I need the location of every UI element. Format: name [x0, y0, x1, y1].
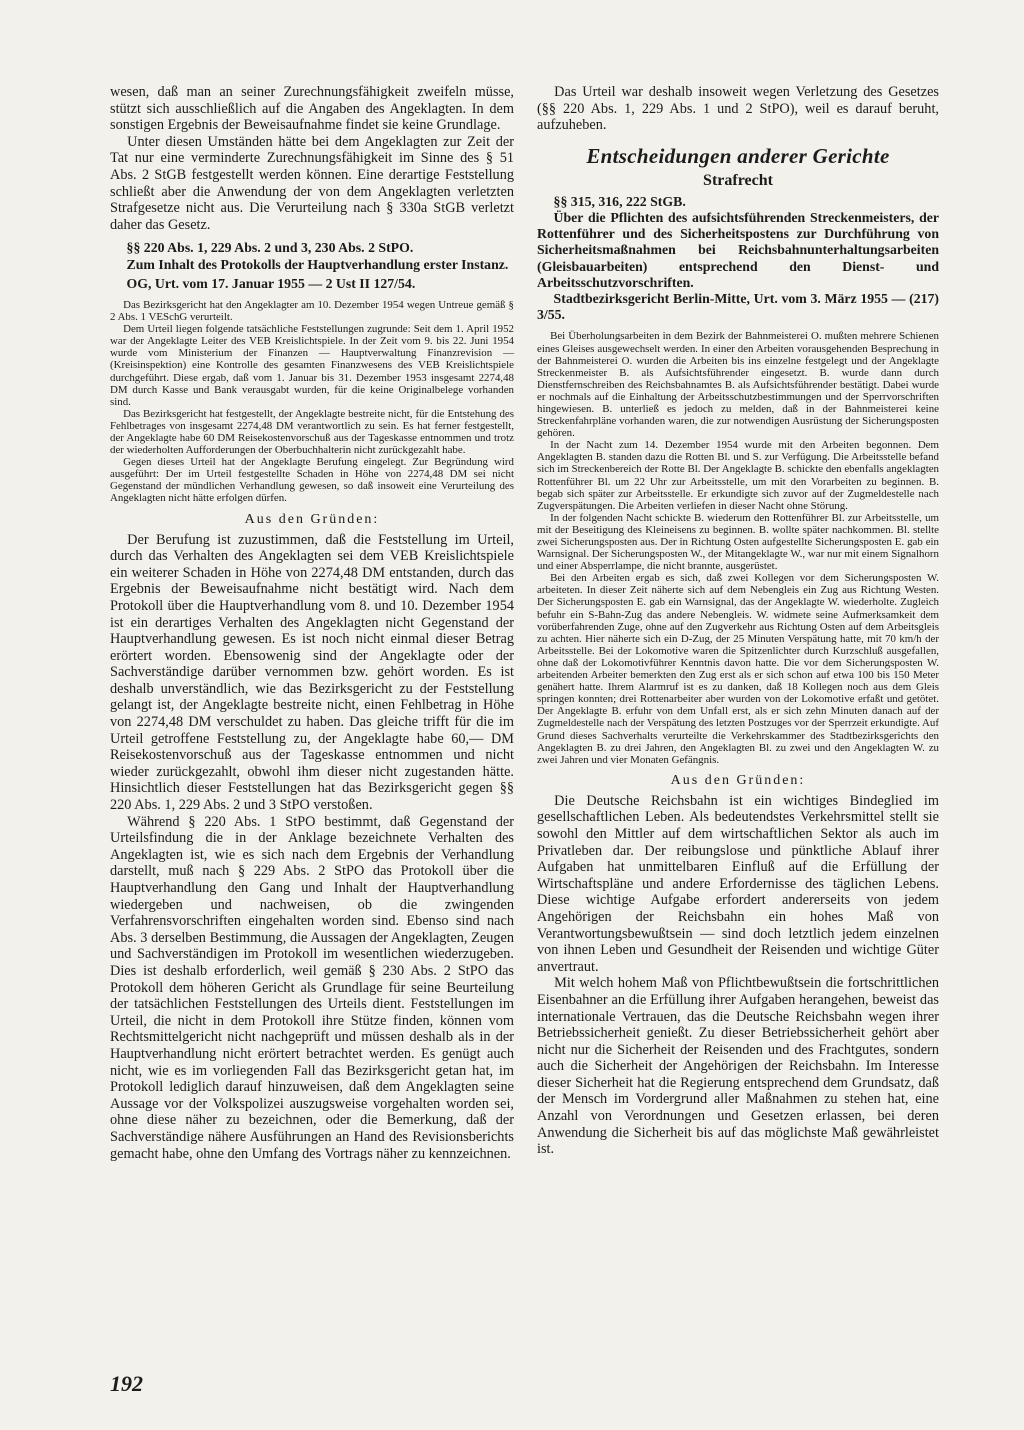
left-column — [110, 84, 514, 1162]
paragraph: Unter diesen Umständen hätte bei dem Angeklagten zur Zeit der Tat nur eine verminderte Zurechnungsfähigkeit im Sinne des § 51 Abs. 2 StGB festgestellt werden können. Eine derartige Feststellung schließt aber die Anwendung der von dem Angeklagten verletzten Strafgesetze nicht aus. Die Verurteilung nach § 330a StGB verletzt daher das Gesetz. — [110, 133, 514, 233]
section-subtitle: Strafrecht — [703, 171, 773, 189]
summary-paragraph: Das Bezirksgericht hat den Angeklagter am 10. Dezember 1954 wegen Untreue gemäß § 2 Abs. 1 VESchG verurteilt. — [110, 298, 514, 324]
court-heading: OG, Urt. vom 17. Januar 1955 — 2 Ust II 127/54. — [126, 275, 416, 291]
right-intro — [537, 84, 939, 134]
grounds-heading: Aus den Gründen: — [244, 511, 380, 527]
court-heading: Stadtbezirksgericht Berlin-Mitte, Urt. vom 3. März 1955 — (217) 3/55. — [537, 291, 939, 323]
statute-heading: §§ 220 Abs. 1, 229 Abs. 2 und 3, 230 Abs. 2 StPO. — [126, 240, 414, 256]
summary-paragraph: In der Nacht zum 14. Dezember 1954 wurde mit den Arbeiten begonnen. Dem Angeklagten B. standen dazu die Rotten Bl. und S. zur Verfügung. Die Arbeitsstelle befand sich im Streckenbereich der Rotte Bl. Der Angeklagte B. schickte den ebenfalls angeklagten Rottenführer Bl. um 22 Uhr zur Arbeitsstelle, um mit den Vorarbeiten zu beginnen. B. begab sich später zur Arbeitsstelle. Er erkundigte sich zuvor auf der Zugmeldestelle nach Zugverspätungen. Die Arbeiten verliefen in dieser Nacht ohne Störung. — [537, 439, 939, 512]
case-summary — [537, 330, 939, 765]
summary-paragraph: Gegen dieses Urteil hat der Angeklagte Berufung eingelegt. Zur Begründung wird ausgeführt: Der im Urteil festgestellte Schaden in Höhe von 2274,48 DM sei nicht Gegenstand der mündlichen Verhandlung gewesen, so daß insoweit eine Verurteilung des Angeklagten nicht hätte erfolgen dürfen. — [110, 456, 514, 505]
summary-paragraph: In der folgenden Nacht schickte B. wiederum den Rottenführer Bl. zur Arbeitsstelle, um mit der Beseitigung des Kleineisens zu beginnen. B. wollte später nachkommen. Bl. stellte zwei Sicherungsposten aus. Der in Richtung Osten aufgestellte Sicherungsposten E. gab ein Warnsignal. Der Sicherungsposten W., der Mitangeklagte W., war nur mit einem Signalhorn und einer Absperrlampe, die nicht brannte, ausgerüstet. — [537, 511, 939, 573]
section-title: Entscheidungen anderer Gerichte — [586, 143, 890, 168]
summary-paragraph: Bei Überholungsarbeiten in dem Bezirk der Bahnmeisterei O. mußten mehrere Schienen eines Gleises ausgewechselt werden. In einer den Arbeiten vorausgehenden Besprechung in der Bahnmeisterei O. wurden die Arbeiten bis ins einzelne festgelegt und der Angeklagte Streckenmeister B. als Aufsichtsführender eingesetzt. B. wurde dann durch Dienstfernschreiben des Reichsbahnamtes B. als Aufsichtsführender bestätigt. Dabei wurde er nochmals auf die Einhaltung der Arbeitsschutzbestimmungen und der Sperrvorschriften hingewiesen. B. unterließ es jedoch zu melden, daß in der Bahnmeisterei keine Streckenfahrpläne vorhanden waren, die zur notwendigen Ausrüstung der Sicherungsposten gehören. — [537, 330, 939, 440]
paragraph: wesen, daß man an seiner Zurechnungsfähigkeit zweifeln müsse, stützt sich ausschließlich auf die Angaben des Angeklagten. In dem sonstigen Ergebnis der Beweisaufnahme findet sie keine Grundlage. — [110, 84, 514, 134]
summary-paragraph: Bei den Arbeiten ergab es sich, daß zwei Kollegen vor dem Sicherungsposten W. arbeiteten. In dieser Zeit näherte sich auf dem Nebengleis ein Zug aus Richtung Westen. Der Sicherungsposten E. gab ein Warnsignal, das der Angeklagte W. wiederholte. Zugleich befuhr ein S-Bahn-Zug das andere Nebengleis. W. widmete seine Aufmerksamkeit dem vorüberfahrenden Zuge, ohne auf den Zugverkehr aus Richtung Osten auf dem Arbeitsgleis zu achten. Hier näherte sich ein D-Zug, der 25 Minuten Verspätung hatte, mit 70 km/h der Arbeitsstelle. Bei der Lokomotive waren die Spitzenlichter durch Kurzschluß ausgefallen, ohne daß der Lokomotivführer Kenntnis davon hatte. Die vor dem Sicherungsposten W. arbeitenden Arbeiter bemerkten den Zug erst als er sich schon auf etwa 100 bis 150 Meter genähert hatte. Ihrem Alarmruf ist es zu danken, daß 18 Kollegen noch aus dem Gleis springen konnten; drei Rottenarbeiter aber wurden von der Lokomotive erfaßt und getötet. Der Angeklagte B. erfuhr von dem Unfall erst, als er sich zehn Minuten danach auf der Zugmeldestelle nach der Verspätung des letzten Postzuges vor der Sperrzeit erkundigte. Auf Grund dieses Sachverhalts verurteilte die Verkehrskammer des Stadtbezirksgerichts den Angeklagten B. zu drei Jahren, den Angeklagten Bl. zu zwei und den Angeklagten W. zu zwei Jahren und vier Monaten Gefängnis. — [537, 572, 939, 766]
paragraph: Der Berufung ist zuzustimmen, daß die Feststellung im Urteil, durch das Verhalten des Angeklagten sei dem VEB Kreislichtspiele ein weiterer Schaden in Höhe von 2274,48 DM entstanden, durch das Ergebnis der Beweisaufnahme nicht bestätigt wird. Nach dem Protokoll über die Hauptverhandlung vom 8. und 10. Dezember 1954 ist ein derartiges Verhalten des Angeklagten nicht Gegenstand der Hauptverhandlung gewesen. Es ist noch nicht einmal dieser Betrag erörtert worden. Ebensowenig sind der Angeklagte oder der Sachverständige darüber vernommen bzw. gehört worden. Es ist deshalb unverständlich, wie das Bezirksgericht zu der Feststellung gelangt ist, der Angeklagte bestreite nicht, einen Fehlbetrag in Höhe von 2274,48 DM verschuldet zu haben. Das gleiche trifft für die im Urteil getroffene Feststellung zu, der Angeklagte habe 60,— DM Reisekostenvorschuß aus der Tageskasse entnommen und nicht wieder zurückgezahlt, obwohl ihm dieser nicht zugestanden hätte. Hinsichtlich dieser Feststellungen hat das Bezirksgericht gegen §§ 220 Abs. 1, 229 Abs. 2 und 3 StPO verstoßen. — [110, 531, 514, 814]
statute-heading: §§ 315, 316, 222 StGB. — [553, 193, 686, 209]
right-grounds — [537, 793, 939, 1158]
left-grounds — [110, 532, 514, 1163]
page-number: 192 — [110, 1371, 143, 1396]
case-summary — [110, 299, 514, 505]
paragraph: Mit welch hohem Maß von Pflichtbewußtsein die fortschrittlichen Eisenbahner an die Erfüllung ihrer Aufgaben herangehen, beweist das internationale Vertrauen, das die Deutsche Reichsbahn wegen ihrer Betriebssicherheit genießt. Zu dieser Betriebssicherheit gehört aber nicht nur die Sicherheit der Reisenden und des Frachtgutes, sondern auch die Sicherheit der Angehörigen der Reichsbahn. Im Interesse dieser Sicherheit hat die Regierung entsprechend dem Grundsatz, daß der Mensch im Vordergrund aller Maßnahmen zu stehen hat, eine Anzahl von Verordnungen und Gesetzen erlassen, bei deren Anwendung die Sicherheit bis auf das möglichste Maß gewährleistet ist. — [537, 975, 939, 1158]
paragraph: Die Deutsche Reichsbahn ist ein wichtiges Bindeglied im gesellschaftlichen Leben. Als bedeutendstes Verkehrsmittel stellt sie sowohl den Mittler auf dem wirtschaftlichen Sektor als auch im Privatleben dar. Der reibungslose und pünktliche Ablauf ihrer Aufgaben hat unmittelbaren Einfluß auf die Erfüllung der Wirtschaftspläne und andere Erfordernisse des täglichen Lebens. Diese wichtige Aufgabe erfordert andererseits von jedem Angehörigen der Reichsbahn ein hohes Maß von Verantwortungsbewußtsein — sind doch letztlich jedem einzelnen von ihnen Leben und Gesundheit der Reisenden und wichtige Güter anvertraut. — [537, 792, 939, 975]
left-intro — [110, 84, 514, 233]
grounds-heading: Aus den Gründen: — [670, 772, 806, 788]
paragraph: Während § 220 Abs. 1 StPO bestimmt, daß Gegenstand der Urteilsfindung die in der Anklage bezeichnete Verhalten des Angeklagten ist, wie es sich nach dem Ergebnis der Verhandlung darstellt, muß nach § 229 Abs. 2 StPO das Protokoll über die Hauptverhandlung den Gang und Inhalt der Hauptverhandlung wiedergeben und nachweisen, ob die zwingenden Verfahrensvorschriften eingehalten worden sind. Ebenso sind nach Abs. 3 derselben Bestimmung, die Aussagen der Angeklagten, Zeugen und Sachverständigen im Protokoll im wesentlichen wiederzugeben. Dies ist deshalb erforderlich, weil gemäß § 230 Abs. 2 StPO das Protokoll dem höheren Gericht als Grundlage für seine Beurteilung der tatsächlichen Feststellungen des Urteils dient. Feststellungen im Urteil, die nicht in dem Protokoll ihre Stütze finden, können vom Rechtsmittelgericht nicht nachgeprüft und müssen deshalb als in der Hauptverhandlung nicht erörtert betrachtet werden. Es genügt auch nicht, wie es im vorliegenden Fall das Bezirksgericht getan hat, im Protokoll lediglich darauf hinzuweisen, daß dem Angeklagten seine Aussage vor der Volkspolizei auszugsweise vorgehalten worden sei, ohne diese näher zu bezeichnen, oder die Bemerkung, daß der Sachverständige nähere Ausführungen an Hand des Revisionsberichts gemacht habe, ohne den Umfang des Vortrags näher zu kennzeichnen. — [110, 813, 514, 1162]
summary-paragraph: Das Bezirksgericht hat festgestellt, der Angeklagte bestreite nicht, für die Entstehung des Fehlbetrages von insgesamt 2274,48 DM verantwortlich zu sein. Es hat ferner festgestellt, der Angeklagte habe 60 DM Reisekostenvorschuß aus der Tageskasse entnommen und trotz der wiederholten Aufforderungen der Oberbuchhalterin nicht zurückgezahlt habe. — [110, 407, 514, 457]
right-column — [537, 84, 939, 1158]
paragraph: Das Urteil war deshalb insoweit wegen Verletzung des Gesetzes (§§ 220 Abs. 1, 229 Abs. 1 und 2 StPO), weil es darauf beruht, aufzuheben. — [537, 84, 939, 134]
summary-paragraph: Dem Urteil liegen folgende tatsächliche Feststellungen zugrunde: Seit dem 1. April 1952 war der Angeklagte Leiter des VEB Kreislichtspiele. In der Zeit vom 9. bis 22. Juni 1954 wurde vom Ministerium der Finanzen — Hauptverwaltung Finanzrevision — (Kreisinspektion) eine Kontrolle des gesamten Finanzwesens des VEB Kreislichtspiele durchgeführt. Diese ergab, daß vom 1. Januar bis 31. Dezember 1953 insgesamt 2274,48 DM durch Kasse und Bank verausgabt wurden, für die keine Originalbelege vorhanden sind. — [110, 323, 514, 408]
topic-heading: Über die Pflichten des aufsichtsführenden Streckenmeisters, der Rottenführer und des Sicherheitspostens zur Durchführung von Sicherheitsmaßnahmen bei Reichsbahnunterhaltungsarbeiten (Gleisbauarbeiten) entsprechend den Dienst- und Arbeitsschutzvorschriften. — [537, 209, 939, 290]
topic-heading: Zum Inhalt des Protokolls der Hauptverhandlung erster Instanz. — [126, 256, 509, 272]
